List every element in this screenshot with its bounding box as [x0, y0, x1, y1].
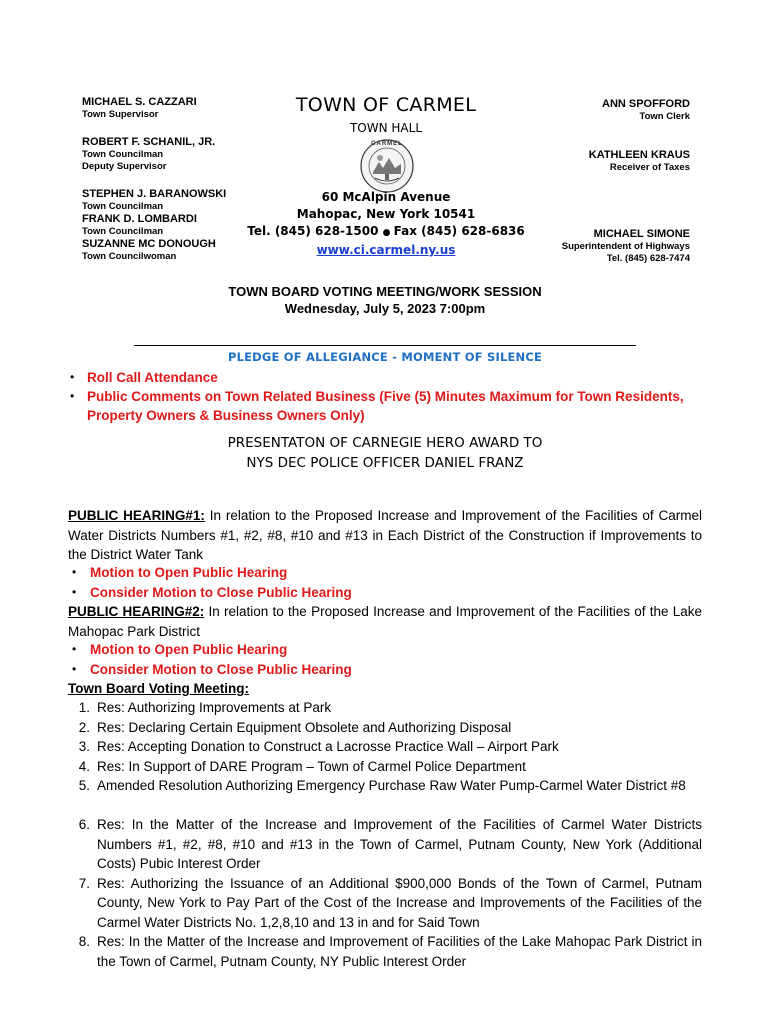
motion-text: Consider Motion to Close Public Hearing	[90, 584, 352, 600]
bullet-icon: •	[72, 565, 77, 579]
official-role: Town Supervisor	[82, 109, 159, 120]
official-role: Receiver of Taxes	[609, 162, 690, 173]
contact-line	[240, 223, 532, 242]
website-link[interactable]: www.ci.carmel.ny.us	[316, 243, 456, 257]
town-address	[240, 189, 532, 259]
motion-text: Motion to Open Public Hearing	[90, 565, 288, 580]
official-role: Tel. (845) 628-7474	[606, 253, 690, 264]
motion-item	[68, 660, 702, 680]
fax-number: Fax (845) 628-6836	[393, 224, 525, 238]
hearing-1-text: In relation to the Proposed Increase and Improvement of the Facilities of Carmel Water Districts Numbers #1, #2, #8, #10 and #13 in Each District of the Construction if Improvements to the District Water Tank	[68, 508, 702, 562]
item-number: 2.	[78, 719, 90, 735]
opening-items	[68, 368, 708, 425]
opening-item-text: Public Comments on Town Related Business (Five (5) Minutes Maximum for Town Residents, Property Owners & Business Owners Only)	[87, 389, 684, 423]
official-name: ROBERT F. SCHANIL, JR.	[82, 136, 216, 148]
meeting-date: Wednesday, July 5, 2023 7:00pm	[284, 301, 486, 316]
voting-item: Amended Resolution Authorizing Emergency Purchase Raw Water Pump-Carmel Water District #8	[97, 778, 686, 793]
bullet-icon: •	[70, 370, 75, 384]
opening-item-text: Roll Call Attendance	[87, 370, 218, 385]
meeting-title: TOWN BOARD VOTING MEETING/WORK SESSION	[228, 284, 542, 299]
voting-item: Res: Declaring Certain Equipment Obsolete and Authorizing Disposal	[97, 719, 512, 735]
official-name: ANN SPOFFORD	[602, 98, 690, 110]
award-heading	[120, 433, 650, 473]
official-name: KATHLEEN KRAUS	[588, 149, 690, 161]
town-title: TOWN OF CARMEL	[295, 94, 477, 116]
address-line-2: Mahopac, New York 10541	[296, 207, 476, 221]
item-number: 1.	[78, 700, 90, 715]
hearing-2-text: In relation to the Proposed Increase and Improvement of the Facilities of the Lake Mahopac Park District	[68, 604, 703, 639]
official-role: Town Clerk	[639, 111, 690, 122]
town-hall-label: TOWN HALL	[349, 121, 423, 135]
voting-item: Res: Authorizing Improvements at Park	[97, 700, 332, 715]
hearing-2-label: PUBLIC HEARING#2:	[68, 604, 205, 619]
hearing-1-motions	[68, 563, 702, 602]
voting-list	[68, 698, 702, 968]
opening-item	[68, 368, 708, 387]
opening-item	[68, 387, 708, 425]
bullet-icon: •	[72, 661, 77, 676]
official-name: FRANK D. LOMBARDI	[82, 213, 197, 225]
bullet-separator: ●	[382, 228, 394, 238]
town-seal-icon	[359, 138, 415, 194]
official-role: Town Councilman	[82, 201, 164, 212]
pledge-heading: PLEDGE OF ALLEGIANCE - MOMENT OF SILENCE	[227, 350, 543, 364]
award-line-2: NYS DEC POLICE OFFICER DANIEL FRANZ	[246, 455, 524, 471]
official-name: MICHAEL SIMONE	[593, 228, 690, 240]
official-role: Town Councilwoman	[82, 251, 177, 262]
bullet-icon: •	[72, 584, 77, 599]
voting-heading-text: Town Board Voting Meeting:	[68, 681, 249, 696]
official-role: Town Councilman	[82, 149, 164, 160]
official-name: MICHAEL S. CAZZARI	[82, 96, 197, 108]
item-number: 8.	[78, 934, 90, 949]
phone-number: Tel. (845) 628-1500	[247, 224, 379, 238]
item-number: 3.	[78, 739, 90, 754]
voting-item: Res: Authorizing the Issuance of an Additional $900,000 Bonds of the Town of Carmel, Putnam County, New York to Pay Part of the Cost of the Increase and Improvements of the Facilities of the Carmel Water Districts No. 1,2,8,10 and 13 in and for Said Town	[97, 875, 702, 930]
town-seal-label: CARMEL	[371, 141, 403, 147]
item-number: 7.	[78, 875, 90, 891]
motion-item	[68, 640, 702, 660]
official-role: Town Councilman	[82, 226, 164, 237]
voting-item: Res: In the Matter of the Increase and Improvement of Facilities of the Lake Mahopac Park District in the Town of Carmel, Putnam County, NY Public Interest Order	[97, 934, 702, 969]
item-number: 6.	[78, 817, 90, 832]
address-line-1: 60 McAlpin Avenue	[321, 190, 451, 204]
motion-item	[68, 563, 702, 583]
official-role: Deputy Supervisor	[82, 161, 167, 172]
motion-item	[68, 583, 702, 603]
motion-text: Motion to Open Public Hearing	[90, 642, 288, 657]
hearing-1-label: PUBLIC HEARING#1:	[68, 508, 205, 523]
item-number: 5.	[78, 778, 90, 793]
hearing-2-motions	[68, 640, 702, 679]
official-role: Superintendent of Highways	[561, 241, 690, 252]
motion-text: Consider Motion to Close Public Hearing	[90, 661, 352, 677]
official-name: SUZANNE MC DONOUGH	[82, 238, 216, 250]
bullet-icon: •	[70, 389, 75, 403]
voting-item: Res: Accepting Donation to Construct a Lacrosse Practice Wall – Airport Park	[97, 739, 559, 754]
divider	[134, 345, 636, 346]
voting-heading	[68, 679, 702, 699]
meeting-heading	[130, 283, 640, 317]
public-hearing-2	[68, 602, 702, 641]
award-line-1: PRESENTATON OF CARNEGIE HERO AWARD TO	[227, 435, 543, 451]
voting-item: Res: In the Matter of the Increase and Improvement of the Facilities of Carmel Water Districts Numbers #1, #2, #8, #10 and #13 in the Town of Carmel, Putnam County, New York (Additional Costs) Pubic Interest Order	[97, 817, 702, 871]
voting-item: Res: In Support of DARE Program – Town of Carmel Police Department	[97, 758, 526, 774]
public-hearing-1	[68, 506, 702, 565]
item-number: 4.	[78, 758, 90, 774]
official-name: STEPHEN J. BARANOWSKI	[82, 188, 227, 200]
bullet-icon: •	[72, 642, 77, 656]
